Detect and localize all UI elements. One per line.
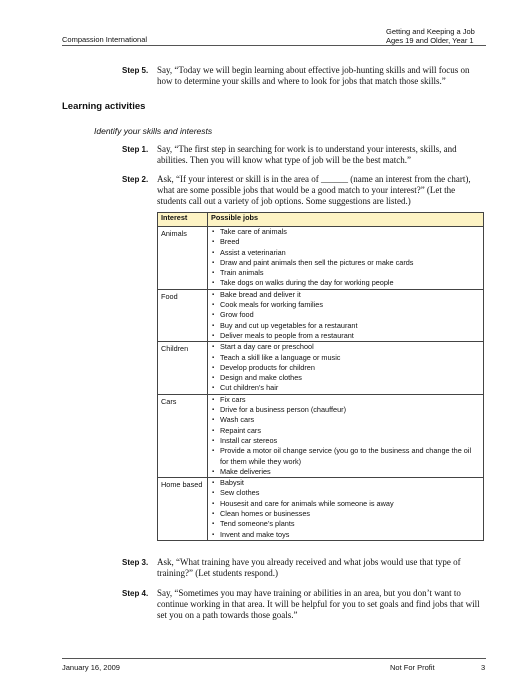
table-row [158, 289, 484, 341]
jobs-cell [208, 289, 484, 341]
list-item: ▪ Provide a motor oil change service (you go to the business and change the oil for them while they work) [211, 446, 480, 467]
list-item: ▪ Tend someone’s plants [211, 519, 480, 529]
table-row [158, 394, 484, 477]
list-item: ▪ Housesit and care for animals while someone is away [211, 499, 480, 509]
interest-cell: Animals [158, 227, 208, 290]
jobs-list [211, 478, 480, 540]
interest-cell: Children [158, 342, 208, 394]
list-item: ▪ Assist a veterinarian [211, 248, 480, 258]
step-3-text: Ask, “What training have you already received and what jobs would use that type of training?” (Let students respond.) [157, 557, 461, 578]
list-item: ▪ Repaint cars [211, 426, 480, 436]
jobs-cell [208, 342, 484, 394]
list-item: ▪ Cut children’s hair [211, 383, 480, 393]
page-number: 3 [481, 663, 486, 672]
list-item: ▪ Make deliveries [211, 467, 480, 477]
table-row [158, 227, 484, 290]
jobs-cell [208, 227, 484, 290]
jobs-cell [208, 394, 484, 477]
table-row [158, 342, 484, 394]
list-item: ▪ Start a day care or preschool [211, 342, 480, 352]
footer-date: January 16, 2009 [62, 663, 120, 672]
step-1 [122, 144, 484, 166]
list-item: ▪ Develop products for children [211, 363, 480, 373]
table-body [158, 227, 484, 541]
list-item: ▪ Fix cars [211, 395, 480, 405]
subsection-title: Identify your skills and interests [94, 126, 213, 136]
list-item: ▪ Breed [211, 237, 480, 247]
list-item: ▪ Buy and cut up vegetables for a restaurant [211, 321, 480, 331]
interest-cell: Home based [158, 478, 208, 541]
list-item: ▪ Grow food [211, 310, 480, 320]
column-header-interest: Interest [158, 213, 208, 227]
jobs-cell [208, 478, 484, 541]
jobs-list [211, 395, 480, 477]
step-3-label: Step 3. [122, 558, 149, 567]
footer-divider [62, 658, 486, 659]
table-row [158, 478, 484, 541]
list-item: ▪ Design and make clothes [211, 373, 480, 383]
list-item: ▪ Take dogs on walks during the day for working people [211, 278, 480, 288]
interest-cell: Food [158, 289, 208, 341]
section-title: Learning activities [62, 101, 146, 112]
list-item: ▪ Deliver meals to people from a restaurant [211, 331, 480, 341]
footer-status: Not For Profit [390, 663, 435, 672]
step-2-label: Step 2. [122, 175, 149, 184]
step-5-text: Say, “Today we will begin learning about effective job-hunting skills and will focus on how to determine your skills and where to look for jobs that match those skills.” [157, 65, 470, 86]
step-5 [122, 65, 484, 87]
list-item: ▪ Babysit [211, 478, 480, 488]
list-item: ▪ Teach a skill like a language or music [211, 353, 480, 363]
header-org: Compassion International [62, 35, 148, 44]
header-title-line1: Getting and Keeping a Job [386, 27, 475, 36]
header-title-line2: Ages 19 and Older, Year 1 [386, 36, 474, 45]
column-header-possible-jobs: Possible jobs [208, 213, 484, 227]
step-1-label: Step 1. [122, 145, 149, 154]
list-item: ▪ Draw and paint animals then sell the pictures or make cards [211, 258, 480, 268]
list-item: ▪ Clean homes or businesses [211, 509, 480, 519]
table-header-row [158, 213, 484, 227]
step-4 [122, 588, 484, 621]
list-item: ▪ Wash cars [211, 415, 480, 425]
jobs-list [211, 342, 480, 393]
jobs-list [211, 290, 480, 341]
step-2 [122, 174, 484, 207]
list-item: ▪ Drive for a business person (chauffeur) [211, 405, 480, 415]
list-item: ▪ Bake bread and deliver it [211, 290, 480, 300]
list-item: ▪ Sew clothes [211, 488, 480, 498]
header-divider [62, 45, 486, 46]
list-item: ▪ Take care of animals [211, 227, 480, 237]
jobs-table [157, 212, 484, 541]
header-title [386, 27, 486, 45]
step-5-label: Step 5. [122, 66, 149, 75]
list-item: ▪ Install car stereos [211, 436, 480, 446]
step-1-text: Say, “The first step in searching for work is to understand your interests, skills, and abilities. Then you will know what type of job will be the best match.” [157, 144, 457, 165]
step-4-text: Say, “Sometimes you may have training or abilities in an area, but you don’t want to continue working in that area. It will be helpful for you to set goals and find jobs that will set you on a path towards those goals.” [157, 588, 480, 620]
step-3 [122, 557, 484, 579]
list-item: ▪ Invent and make toys [211, 530, 480, 540]
step-4-label: Step 4. [122, 589, 149, 598]
list-item: ▪ Cook meals for working families [211, 300, 480, 310]
jobs-list [211, 227, 480, 289]
step-2-text: Ask, “If your interest or skill is in the area of ______ (name an interest from the chart), what are some possible jobs that would be a good match to your interest?” (Let the students call out a variety of job options. Some suggestions are listed.) [157, 174, 471, 206]
interest-cell: Cars [158, 394, 208, 477]
list-item: ▪ Train animals [211, 268, 480, 278]
